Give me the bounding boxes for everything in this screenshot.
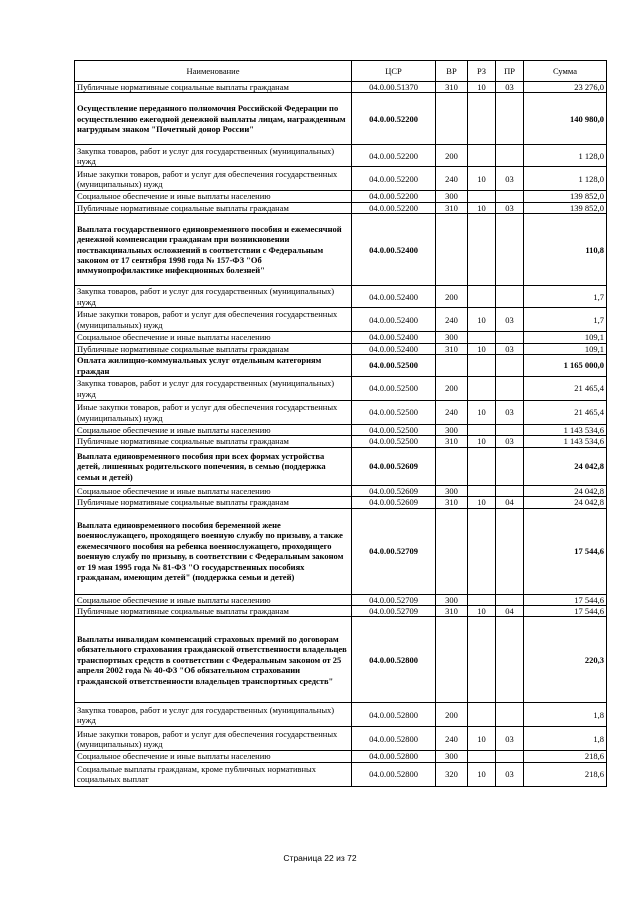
cell-rz: 10 [468, 401, 496, 425]
cell-pr [496, 214, 524, 286]
table-row [75, 377, 607, 401]
cell-pr [496, 425, 524, 436]
cell-vr: 300 [436, 332, 468, 343]
cell-name: Осуществление переданного полномочия Российской Федерации по осуществлению ежегодной денежной выплаты лицам, награжденным нагрудным знаком "Почетный донор России" [75, 93, 352, 145]
cell-vr [436, 508, 468, 594]
cell-sum: 21 465,4 [524, 377, 607, 401]
cell-pr [496, 594, 524, 605]
cell-name: Иные закупки товаров, работ и услуг для обеспечения государственных (муниципальных) нужд [75, 727, 352, 751]
cell-csr: 04.0.00.52800 [352, 762, 436, 786]
cell-name: Социальное обеспечение и иные выплаты населению [75, 485, 352, 496]
table-row [75, 703, 607, 727]
cell-sum: 1,8 [524, 727, 607, 751]
cell-sum: 24 042,8 [524, 497, 607, 508]
table-header-row [75, 61, 607, 82]
table-row [75, 762, 607, 786]
cell-rz [468, 751, 496, 762]
table-row [75, 286, 607, 308]
cell-pr [496, 751, 524, 762]
cell-vr: 310 [436, 606, 468, 617]
cell-vr: 200 [436, 145, 468, 167]
cell-sum: 17 544,6 [524, 606, 607, 617]
cell-pr [496, 377, 524, 401]
cell-rz [468, 425, 496, 436]
table-row [75, 485, 607, 496]
cell-rz: 10 [468, 308, 496, 332]
cell-sum: 1 128,0 [524, 167, 607, 191]
cell-sum: 1 143 534,6 [524, 436, 607, 447]
cell-rz [468, 703, 496, 727]
cell-sum: 23 276,0 [524, 82, 607, 93]
cell-pr [496, 191, 524, 202]
header-csr: ЦСР [352, 61, 436, 82]
cell-pr: 04 [496, 606, 524, 617]
cell-sum: 218,6 [524, 762, 607, 786]
cell-sum: 21 465,4 [524, 401, 607, 425]
cell-rz: 10 [468, 727, 496, 751]
cell-csr: 04.0.00.52500 [352, 425, 436, 436]
header-sum: Сумма [524, 61, 607, 82]
cell-vr [436, 214, 468, 286]
cell-name: Социальные выплаты гражданам, кроме публичных нормативных социальных выплат [75, 762, 352, 786]
cell-csr: 04.0.00.52500 [352, 377, 436, 401]
cell-vr: 300 [436, 425, 468, 436]
cell-pr [496, 332, 524, 343]
table-row [75, 401, 607, 425]
cell-vr: 300 [436, 751, 468, 762]
cell-sum: 139 852,0 [524, 202, 607, 213]
cell-sum: 220,3 [524, 617, 607, 703]
table-row [75, 214, 607, 286]
cell-vr: 240 [436, 401, 468, 425]
cell-vr: 310 [436, 202, 468, 213]
cell-csr: 04.0.00.52200 [352, 191, 436, 202]
cell-csr: 04.0.00.52609 [352, 497, 436, 508]
table-row [75, 508, 607, 594]
cell-sum: 140 980,0 [524, 93, 607, 145]
table-row [75, 145, 607, 167]
cell-name: Выплата единовременного пособия беременной жене военнослужащего, проходящего военную службу по призыву, а также ежемесячного пособия на ребенка военнослужащего, проходящего военную службу по призыву, в соответствии с Федеральным законом от 19 мая 1995 года № 81-ФЗ "О государственных пособиях гражданам, имеющим детей" (поддержка семьи и детей) [75, 508, 352, 594]
cell-name: Публичные нормативные социальные выплаты гражданам [75, 606, 352, 617]
table-row [75, 167, 607, 191]
cell-rz [468, 93, 496, 145]
cell-name: Социальное обеспечение и иные выплаты населению [75, 191, 352, 202]
table-row [75, 751, 607, 762]
cell-csr: 04.0.00.52400 [352, 343, 436, 354]
cell-csr: 04.0.00.52500 [352, 355, 436, 377]
cell-rz [468, 355, 496, 377]
cell-name: Закупка товаров, работ и услуг для государственных (муниципальных) нужд [75, 377, 352, 401]
cell-rz [468, 332, 496, 343]
cell-name: Закупка товаров, работ и услуг для государственных (муниципальных) нужд [75, 145, 352, 167]
cell-name: Публичные нормативные социальные выплаты гражданам [75, 436, 352, 447]
cell-csr: 04.0.00.52200 [352, 93, 436, 145]
cell-rz [468, 485, 496, 496]
cell-sum: 1 128,0 [524, 145, 607, 167]
cell-csr: 04.0.00.52400 [352, 286, 436, 308]
cell-sum: 139 852,0 [524, 191, 607, 202]
cell-csr: 04.0.00.52800 [352, 727, 436, 751]
cell-vr: 200 [436, 703, 468, 727]
table-row [75, 617, 607, 703]
cell-csr: 04.0.00.52800 [352, 703, 436, 727]
cell-rz [468, 508, 496, 594]
cell-csr: 04.0.00.52500 [352, 436, 436, 447]
header-name: Наименование [75, 61, 352, 82]
table-row [75, 191, 607, 202]
table-row [75, 425, 607, 436]
table-row [75, 343, 607, 354]
cell-sum: 1,8 [524, 703, 607, 727]
cell-sum: 218,6 [524, 751, 607, 762]
cell-name: Закупка товаров, работ и услуг для государственных (муниципальных) нужд [75, 703, 352, 727]
cell-name: Публичные нормативные социальные выплаты гражданам [75, 202, 352, 213]
table-row [75, 332, 607, 343]
cell-csr: 04.0.00.52400 [352, 332, 436, 343]
cell-sum: 24 042,8 [524, 485, 607, 496]
cell-vr: 310 [436, 343, 468, 354]
cell-csr: 04.0.00.52709 [352, 508, 436, 594]
cell-pr: 03 [496, 727, 524, 751]
table-row [75, 202, 607, 213]
cell-pr: 03 [496, 82, 524, 93]
table-body [75, 82, 607, 787]
cell-rz: 10 [468, 167, 496, 191]
cell-csr: 04.0.00.52500 [352, 401, 436, 425]
cell-sum: 1 165 000,0 [524, 355, 607, 377]
cell-name: Выплата государственного единовременного пособия и ежемесячной денежной компенсации гражданам при возникновении поствакцинальных осложнений в соответствии с Федеральным законом от 17 сентября 1998 года № 157-ФЗ "Об иммунопрофилактике инфекционных болезней" [75, 214, 352, 286]
cell-vr: 240 [436, 727, 468, 751]
cell-name: Публичные нормативные социальные выплаты гражданам [75, 82, 352, 93]
cell-rz: 10 [468, 762, 496, 786]
cell-csr: 04.0.00.52709 [352, 594, 436, 605]
cell-pr: 04 [496, 497, 524, 508]
cell-rz: 10 [468, 343, 496, 354]
cell-vr: 200 [436, 377, 468, 401]
cell-vr: 300 [436, 485, 468, 496]
cell-sum: 24 042,8 [524, 447, 607, 485]
cell-rz [468, 214, 496, 286]
cell-sum: 17 544,6 [524, 594, 607, 605]
cell-vr: 320 [436, 762, 468, 786]
cell-pr [496, 508, 524, 594]
cell-rz: 10 [468, 606, 496, 617]
cell-vr [436, 355, 468, 377]
page-number: Страница 22 из 72 [283, 853, 357, 863]
cell-vr [436, 447, 468, 485]
cell-name: Социальное обеспечение и иные выплаты населению [75, 751, 352, 762]
cell-pr [496, 617, 524, 703]
cell-name: Иные закупки товаров, работ и услуг для обеспечения государственных (муниципальных) нужд [75, 167, 352, 191]
table-row [75, 606, 607, 617]
cell-csr: 04.0.00.52200 [352, 167, 436, 191]
cell-csr: 04.0.00.52200 [352, 145, 436, 167]
cell-pr [496, 703, 524, 727]
cell-pr: 03 [496, 762, 524, 786]
table-row [75, 355, 607, 377]
cell-pr [496, 447, 524, 485]
cell-rz [468, 447, 496, 485]
cell-name: Социальное обеспечение и иные выплаты населению [75, 425, 352, 436]
cell-name: Выплата единовременного пособия при всех формах устройства детей, лишенных родительского попечения, в семью (поддержка семьи и детей) [75, 447, 352, 485]
cell-sum: 1,7 [524, 286, 607, 308]
cell-vr: 240 [436, 167, 468, 191]
cell-csr: 04.0.00.52609 [352, 485, 436, 496]
cell-vr: 310 [436, 82, 468, 93]
cell-rz: 10 [468, 497, 496, 508]
cell-name: Социальное обеспечение и иные выплаты населению [75, 332, 352, 343]
cell-sum: 109,1 [524, 332, 607, 343]
cell-rz [468, 191, 496, 202]
cell-csr: 04.0.00.52709 [352, 606, 436, 617]
cell-csr: 04.0.00.52200 [352, 202, 436, 213]
cell-rz: 10 [468, 436, 496, 447]
cell-name: Закупка товаров, работ и услуг для государственных (муниципальных) нужд [75, 286, 352, 308]
cell-csr: 04.0.00.52800 [352, 751, 436, 762]
cell-name: Оплата жилищно-коммунальных услуг отдельным категориям граждан [75, 355, 352, 377]
cell-rz [468, 377, 496, 401]
table-row [75, 727, 607, 751]
cell-pr [496, 145, 524, 167]
cell-sum: 1,7 [524, 308, 607, 332]
cell-csr: 04.0.00.52400 [352, 214, 436, 286]
cell-vr [436, 93, 468, 145]
cell-rz [468, 286, 496, 308]
cell-name: Социальное обеспечение и иные выплаты населению [75, 594, 352, 605]
cell-pr: 03 [496, 343, 524, 354]
table-row [75, 594, 607, 605]
cell-pr [496, 93, 524, 145]
cell-vr: 300 [436, 191, 468, 202]
cell-sum: 1 143 534,6 [524, 425, 607, 436]
cell-vr: 310 [436, 436, 468, 447]
cell-name: Выплаты инвалидам компенсаций страховых премий по договорам обязательного страхования гражданской ответственности владельцев транспортных средств в соответствии с Федеральным законом от 25 апреля 2002 года № 40-ФЗ "Об обязательном страховании гражданской ответственности владельцев транспортных средств" [75, 617, 352, 703]
cell-rz: 10 [468, 82, 496, 93]
cell-rz [468, 617, 496, 703]
cell-csr: 04.0.00.52609 [352, 447, 436, 485]
cell-rz [468, 594, 496, 605]
cell-pr: 03 [496, 308, 524, 332]
cell-pr: 03 [496, 401, 524, 425]
cell-rz: 10 [468, 202, 496, 213]
cell-csr: 04.0.00.51370 [352, 82, 436, 93]
cell-pr: 03 [496, 436, 524, 447]
cell-vr: 200 [436, 286, 468, 308]
cell-name: Публичные нормативные социальные выплаты гражданам [75, 497, 352, 508]
budget-table [74, 60, 607, 787]
cell-name: Иные закупки товаров, работ и услуг для обеспечения государственных (муниципальных) нужд [75, 401, 352, 425]
cell-csr: 04.0.00.52400 [352, 308, 436, 332]
cell-rz [468, 145, 496, 167]
cell-sum: 17 544,6 [524, 508, 607, 594]
cell-vr: 300 [436, 594, 468, 605]
cell-pr: 03 [496, 202, 524, 213]
cell-vr [436, 617, 468, 703]
cell-sum: 109,1 [524, 343, 607, 354]
cell-csr: 04.0.00.52800 [352, 617, 436, 703]
table-row [75, 308, 607, 332]
cell-name: Иные закупки товаров, работ и услуг для обеспечения государственных (муниципальных) нужд [75, 308, 352, 332]
cell-name: Публичные нормативные социальные выплаты гражданам [75, 343, 352, 354]
cell-pr: 03 [496, 167, 524, 191]
header-pr: ПР [496, 61, 524, 82]
header-vr: ВР [436, 61, 468, 82]
cell-vr: 240 [436, 308, 468, 332]
cell-pr [496, 485, 524, 496]
cell-vr: 310 [436, 497, 468, 508]
header-rz: РЗ [468, 61, 496, 82]
cell-sum: 110,8 [524, 214, 607, 286]
table-row [75, 497, 607, 508]
cell-pr [496, 286, 524, 308]
cell-pr [496, 355, 524, 377]
table-row [75, 436, 607, 447]
table-row [75, 447, 607, 485]
table-row [75, 82, 607, 93]
table-row [75, 93, 607, 145]
